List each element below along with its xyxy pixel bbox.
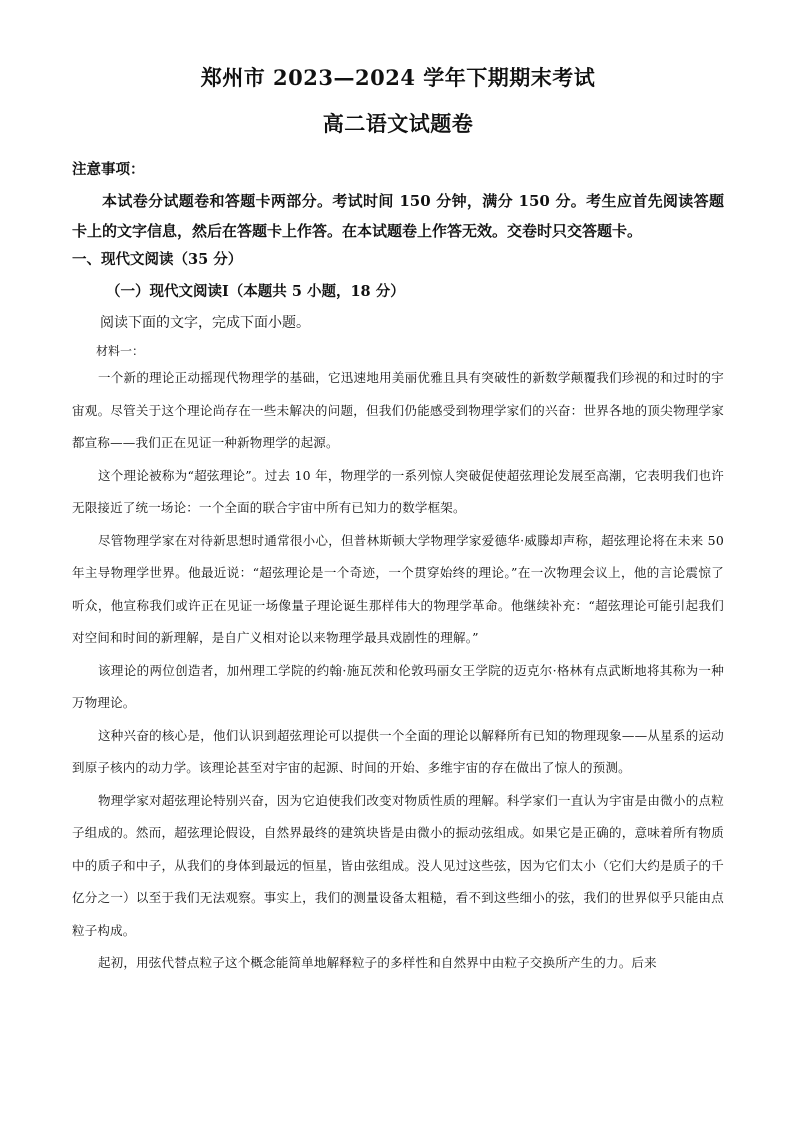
passage-paragraph: 这种兴奋的核心是，他们认识到超弦理论可以提供一个全面的理论以解释所有已知的物理现象——从星系的运动到原子核内的动力学。该理论甚至对宇宙的起源、时间的开始、多维宇宙的存在做出了惊人的预测。 <box>72 727 724 775</box>
material-label: 材料一： <box>96 344 145 358</box>
section-heading: 一、现代文阅读（35 分） <box>72 251 243 268</box>
passage-paragraph: 该理论的两位创造者，加州理工学院的约翰·施瓦茨和伦敦玛丽女王学院的迈克尔·格林有点武断地将其称为一种万物理论。 <box>72 662 724 710</box>
passage-paragraph: 物理学家对超弦理论特别兴奋，因为它迫使我们改变对物质性质的理解。科学家们一直认为宇宙是由微小的点粒子组成的。然而，超弦理论假设，自然界最终的建筑块皆是由微小的振动弦组成。如果它是正确的，意味着所有物质中的质子和中子，从我们的身体到最远的恒星，皆由弦组成。没人见过这些弦，因为它们太小（它们大约是质子的千亿分之一）以至于我们无法观察。事实上，我们的测量设备太粗糙，看不到这些细小的弦，我们的世界似乎只能由点粒子构成。 <box>72 792 724 938</box>
passage-paragraph: 一个新的理论正动摇现代物理学的基础，它迅速地用美丽优雅且具有突破性的新数学颠覆我们珍视的和过时的宇宙观。尽管关于这个理论尚存在一些未解决的问题，但我们仍能感受到物理学家们的兴奋：世界各地的顶尖物理学家都宣称——我们正在见证一种新物理学的起源。 <box>72 370 724 450</box>
notice-body: 本试卷分试题卷和答题卡两部分。考试时间 150 分钟，满分 150 分。考生应首先阅读答题卡上的文字信息，然后在答题卡上作答。在本试题卷上作答无效。交卷时只交答题卡。 <box>72 192 724 240</box>
passage-paragraph: 这个理论被称为“超弦理论”。过去 10 年，物理学的一系列惊人突破促使超弦理论发展至高潮，它表明我们也许无限接近了统一场论：一个全面的联合宇宙中所有已知力的数学框架。 <box>72 467 724 515</box>
passage-paragraph: 尽管物理学家在对待新思想时通常很小心，但普林斯顿大学物理学家爱德华·威滕却声称，超弦理论将在未来 50 年主导物理学世界。他最近说：“超弦理论是一个奇迹，一个贯穿始终的理论。”在一次物理会议上，他的言论震惊了听众，他宣称我们或许正在见证一场像量子理论诞生那样伟大的物理学革命。他继续补充：“超弦理论可能引起我们对空间和时间的新理解，是自广义相对论以来物理学最具戏剧性的理解。” <box>72 532 724 645</box>
subsection-heading: （一）现代文阅读Ⅰ（本题共 5 小题，18 分） <box>106 283 405 300</box>
notice-heading: 注意事项： <box>72 161 145 178</box>
passage-paragraph: 起初，用弦代替点粒子这个概念能简单地解释粒子的多样性和自然界中由粒子交换所产生的力。后来 <box>98 955 657 970</box>
exam-subtitle: 高二语文试题卷 <box>322 111 474 136</box>
exam-page <box>72 62 724 980</box>
exam-title: 郑州市 2023—2024 学年下期期末考试 <box>200 65 596 90</box>
reading-instruction: 阅读下面的文字，完成下面小题。 <box>100 315 310 331</box>
